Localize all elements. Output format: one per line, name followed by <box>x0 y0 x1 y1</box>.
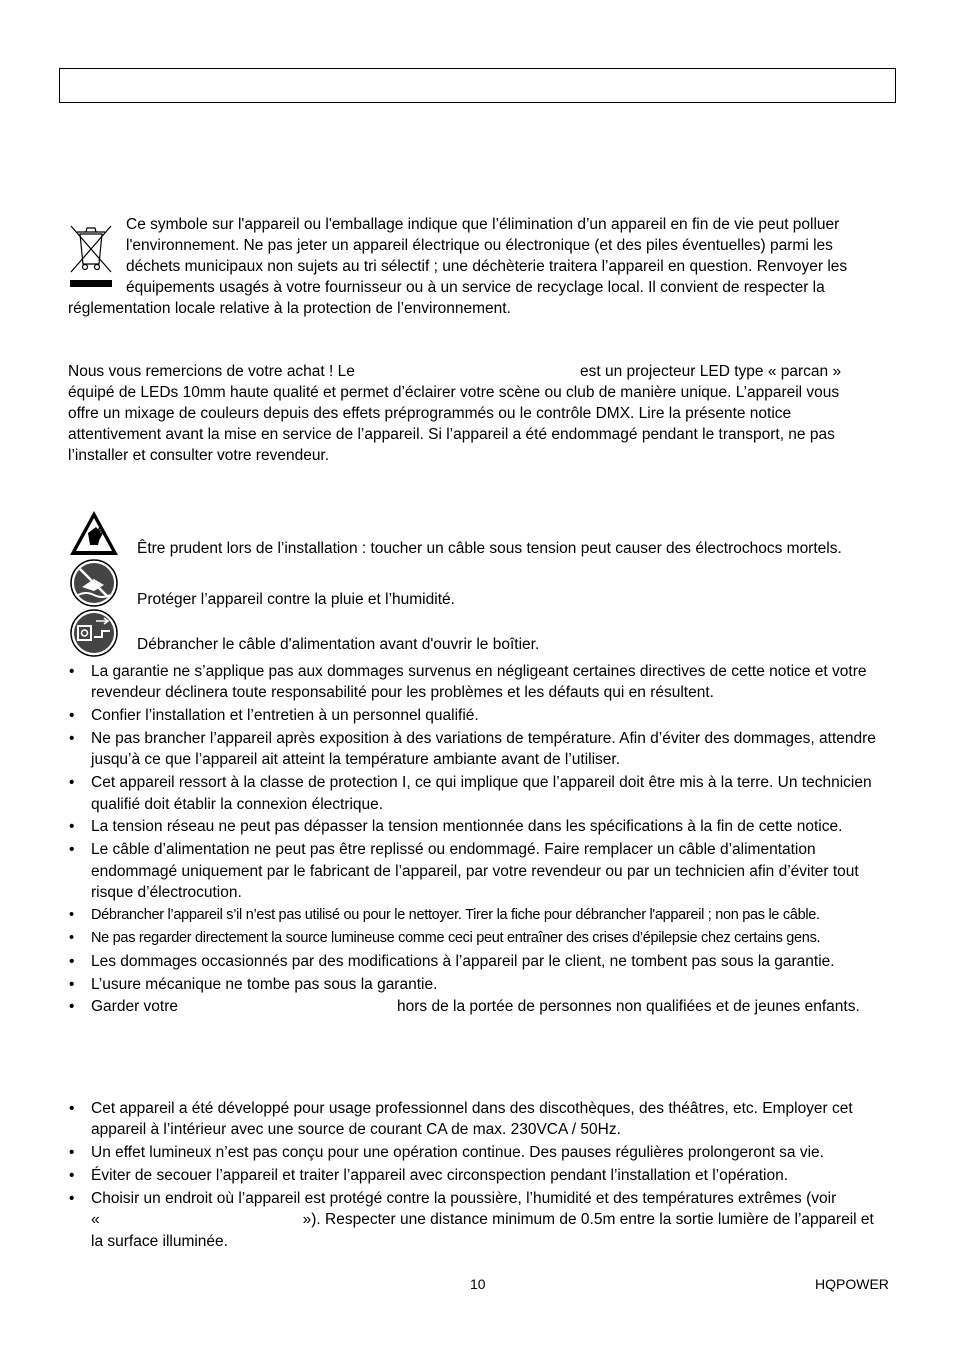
list-item: • Éviter de secouer l’appareil et traiter l’appareil avec circonspection pendant l’installation et l’opération. <box>68 1165 896 1186</box>
list-item: • Les dommages occasionnés par des modifications à l’appareil par le client, ne tombent pas sous la garantie. <box>68 951 896 972</box>
intro-line-1a: Nous vous remercions de votre achat ! Le <box>68 363 355 380</box>
list-item: • Le câble d’alimentation ne peut pas être replissé ou endommagé. Faire remplacer un câble d’alimentation endommagé uniquement par le fabricant de l’appareil, par votre revendeur ou par un technicien afin d’éviter tout risque d’électrocution. <box>68 839 896 903</box>
list-item: • Débrancher l’appareil s’il n’est pas utilisé ou pour le nettoyer. Tirer la fiche pour débrancher l'appareil ; non pas le câble. <box>68 905 896 926</box>
weee-line-4: équipements usagés à votre fournisseur ou à un service de recyclage local. Il convient de respecter la <box>126 279 825 296</box>
warning-text-humidity: Protéger l’appareil contre la pluie et l’humidité. <box>137 590 455 608</box>
list-item: • L’usure mécanique ne tombe pas sous la garantie. <box>68 974 896 995</box>
keep-dry-icon <box>68 559 120 607</box>
list-item: • Confier l’installation et l’entretien à un personnel qualifié. <box>68 705 896 726</box>
crossed-out-wheelie-bin-icon <box>66 220 116 294</box>
weee-line-5: réglementation locale relative à la protection de l’environnement. <box>68 300 511 317</box>
weee-line-1: Ce symbole sur l'appareil ou l'emballage indique que l’élimination d’un appareil en fin de vie peut polluer <box>126 216 840 233</box>
intro-line-4: attentivement avant la mise en service de l’appareil. Si l’appareil a été endommagé pendant le transport, ne pas <box>68 426 835 443</box>
list-item: • Cet appareil ressort à la classe de protection I, ce qui implique que l’appareil doit être mis à la terre. Un technicien qualifié doit établir la connexion électrique. <box>68 772 896 815</box>
location-quote-open: « <box>91 1211 100 1229</box>
location-line-3: la surface illuminée. <box>91 1232 228 1250</box>
electric-shock-warning-icon <box>68 509 120 557</box>
intro-line-5: l’installer et consulter votre revendeur. <box>68 447 330 464</box>
weee-line-2: l'environnement. Ne pas jeter un appareil électrique ou électronique (et des piles éventuelles) parmi les <box>126 237 833 254</box>
location-line-2: »). Respecter une distance minimum de 0.5m entre la sortie lumière de l’appareil et <box>302 1211 874 1229</box>
section-title-box <box>59 68 896 103</box>
list-item <box>68 1188 896 1252</box>
safety-bullet-list <box>68 661 896 1019</box>
list-item: • Ne pas brancher l’appareil après exposition à des variations de température. Afin d’éviter des dommages, attendre jusqu’à ce que l’appareil ait atteint la température ambiante avant de l’utiliser. <box>68 728 896 771</box>
intro-line-2: équipé de LEDs 10mm haute qualité et permet d’éclairer votre scène ou club de manière unique. L’appareil vous <box>68 384 840 401</box>
list-item: • La garantie ne s’applique pas aux dommages survenus en négligeant certaines directives de cette notice et votre revendeur déclinera toute responsabilité pour les problèmes et les défauts qui en résultent. <box>68 661 896 704</box>
keep-away-text-b: hors de la portée de personnes non qualifiées et de jeunes enfants. <box>397 998 860 1016</box>
page-number: 10 <box>470 1276 486 1292</box>
weee-line-3: déchets municipaux non sujets au tri sélectif ; une déchèterie traitera l’appareil en question. Renvoyer les <box>126 258 848 275</box>
list-item: • Un effet lumineux n’est pas conçu pour une opération continue. Des pauses régulières prolongeront sa vie. <box>68 1142 896 1163</box>
list-item: • Cet appareil a été développé pour usage professionnel dans des discothèques, des théâtres, etc. Employer cet appareil à l’intérieur avec une source de courant CA de max. 230VCA / 50Hz. <box>68 1098 896 1141</box>
unplug-before-opening-icon <box>68 609 120 657</box>
intro-line-3: offre un mixage de couleurs depuis des effets préprogrammés ou le contrôle DMX. Lire la présente notice <box>68 405 792 422</box>
list-item <box>68 996 896 1017</box>
warning-text-shock: Être prudent lors de l’installation : toucher un câble sous tension peut causer des électrochocs mortels. <box>137 539 842 557</box>
keep-away-text-a: Garder votre <box>91 998 179 1016</box>
list-item: • Ne pas regarder directement la source lumineuse comme ceci peut entraîner des crises d’épilepsie chez certains gens. <box>68 928 896 949</box>
general-bullet-list <box>68 1098 896 1253</box>
list-item: • La tension réseau ne peut pas dépasser la tension mentionnée dans les spécifications à la fin de cette notice. <box>68 816 896 837</box>
warning-text-unplug: Débrancher le câble d'alimentation avant d'ouvrir le boîtier. <box>137 635 540 653</box>
brand-name: HQPOWER <box>815 1276 889 1292</box>
intro-line-1b: est un projecteur LED type « parcan » <box>580 363 842 380</box>
location-line-1: Choisir un endroit où l’appareil est protégé contre la poussière, l’humidité et des températures extrêmes (voir <box>91 1189 837 1207</box>
